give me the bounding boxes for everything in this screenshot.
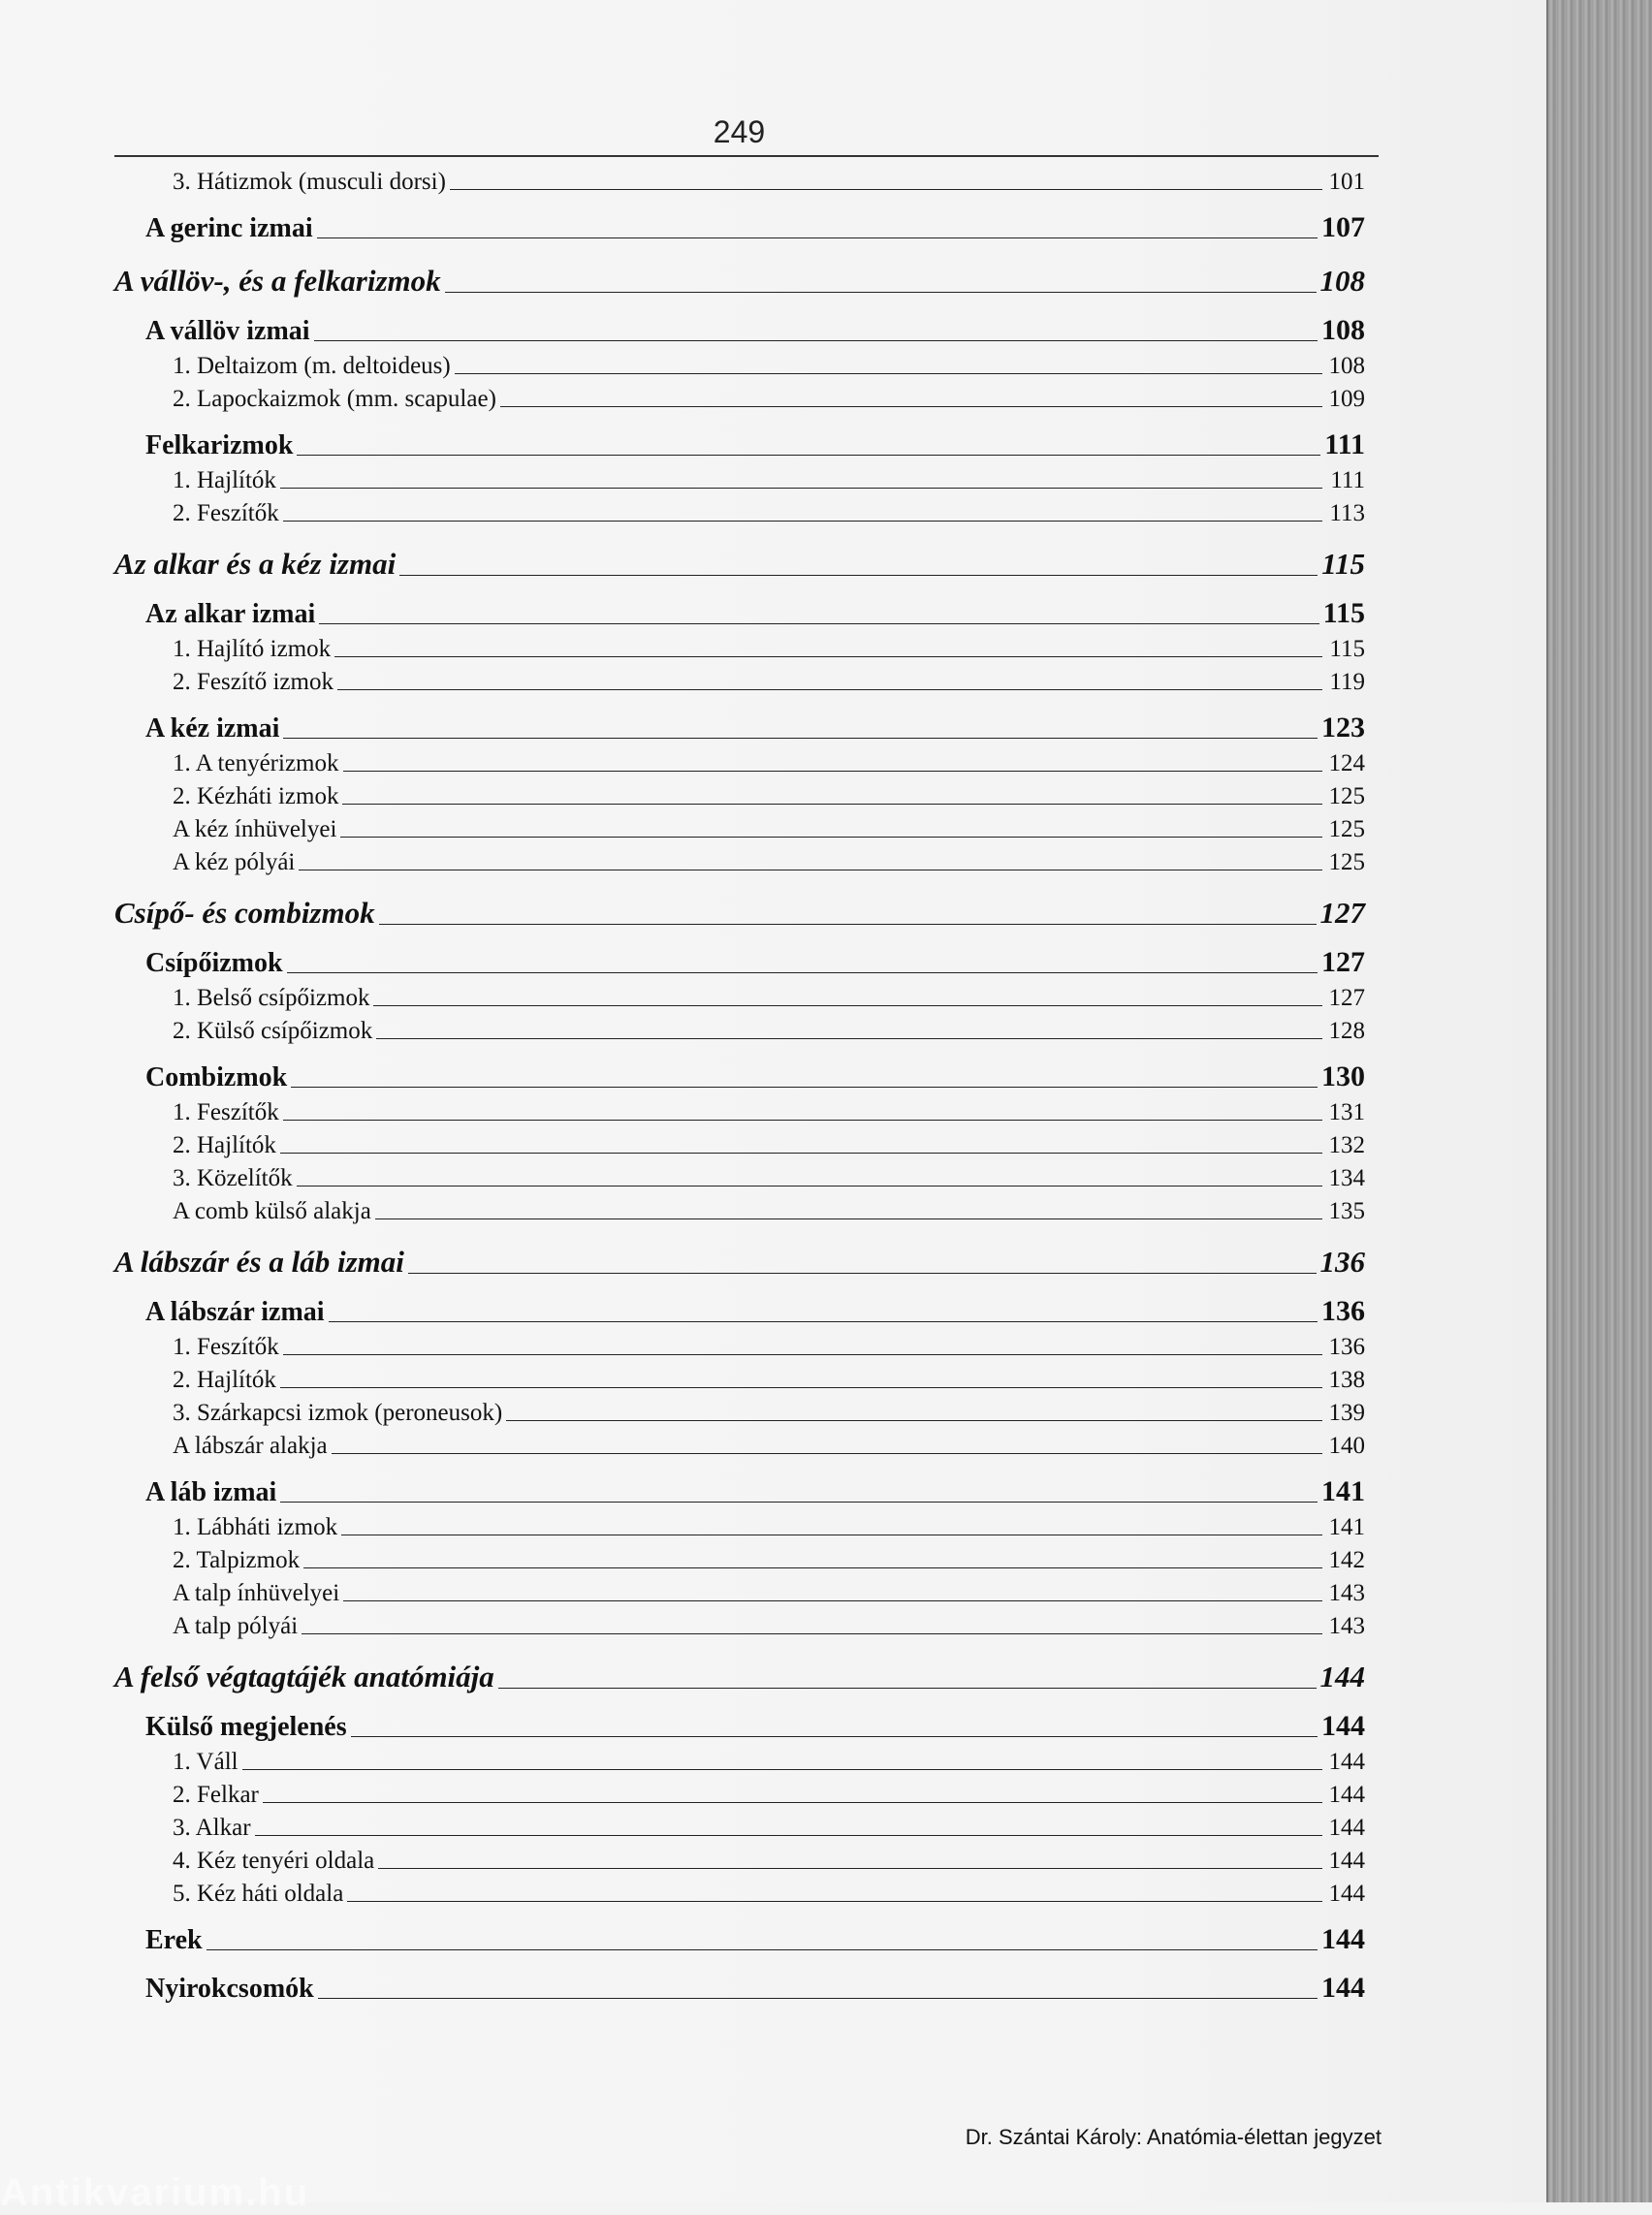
- toc-entry-title: 1. Deltaizom (m. deltoideus): [173, 353, 451, 379]
- toc-entry-title: Erek: [145, 1925, 203, 1955]
- toc-entry-title: 1. Hajlító izmok: [173, 636, 332, 662]
- toc-page-number: 144: [1328, 1848, 1365, 1874]
- toc-item-row: [114, 380, 1365, 413]
- toc-entry-title: Csípőizmok: [145, 948, 283, 978]
- toc-entry-title: 2. Felkar: [173, 1782, 259, 1808]
- toc-entry-title: A vállöv izmai: [145, 316, 310, 346]
- toc-entry-title: A vállöv-, és a felkarizmok: [114, 264, 441, 298]
- toc-chapter-row: [114, 1235, 1365, 1280]
- toc-leader-line: [283, 1353, 1322, 1355]
- toc-leader-line: [318, 1997, 1318, 1999]
- toc-item-row: [114, 663, 1365, 696]
- toc-page-number: 130: [1321, 1060, 1365, 1092]
- toc-page-number: 127: [1328, 985, 1365, 1011]
- book-page-edges: [1546, 0, 1652, 2202]
- toc-page-number: 144: [1328, 1815, 1365, 1841]
- toc-item-row: [114, 461, 1365, 494]
- toc-sub-row: [114, 206, 1365, 244]
- toc-page-number: 111: [1330, 467, 1365, 493]
- toc-item-row: [114, 1541, 1365, 1574]
- toc-entry-title: A talp pólyái: [173, 1613, 299, 1639]
- toc-chapter-row: [114, 537, 1365, 582]
- toc-entry-title: Combizmok: [145, 1062, 288, 1092]
- toc-entry-title: Felkarizmok: [145, 430, 294, 460]
- toc-entry-title: 1. Feszítők: [173, 1334, 279, 1360]
- toc-entry-title: 2. Hajlítók: [173, 1367, 276, 1393]
- toc-entry-title: 2. Hajlítók: [173, 1132, 276, 1158]
- toc-item-row: [114, 1192, 1365, 1225]
- toc-page-number: 136: [1321, 1295, 1365, 1327]
- toc-leader-line: [287, 971, 1318, 973]
- toc-page-number: 113: [1329, 500, 1365, 526]
- toc-entry-title: A kéz pólyái: [173, 849, 296, 875]
- toc-item-row: [114, 744, 1365, 777]
- toc-sub-row: [114, 1917, 1365, 1956]
- toc-page-number: 119: [1329, 669, 1365, 695]
- toc-entry-title: Nyirokcsomók: [145, 1974, 314, 2004]
- toc-item-row: [114, 1508, 1365, 1541]
- toc-page-number: 108: [1321, 314, 1365, 346]
- page-number: 249: [713, 114, 766, 149]
- toc-sub-row: [114, 1055, 1365, 1093]
- toc-entry-title: Külső megjelenés: [145, 1712, 347, 1742]
- toc-page-number: 144: [1321, 1972, 1365, 2004]
- toc-item-row: [114, 1574, 1365, 1607]
- toc-page-number: 115: [1322, 597, 1365, 629]
- toc-leader-line: [500, 405, 1322, 407]
- toc-leader-line: [314, 339, 1318, 341]
- footer-author-title: Dr. Szántai Károly: Anatómia-élettan jegyzet: [965, 2125, 1382, 2149]
- toc-leader-line: [280, 1152, 1322, 1154]
- toc-leader-line: [337, 688, 1322, 690]
- toc-entry-title: A láb izmai: [145, 1477, 277, 1507]
- toc-entry-title: 2. Talpizmok: [173, 1547, 301, 1573]
- toc-leader-line: [450, 188, 1322, 190]
- toc-entry-title: 2. Feszítők: [173, 500, 279, 526]
- toc-entry-title: 1. Lábháti izmok: [173, 1514, 338, 1540]
- toc-item-row: [114, 1126, 1365, 1159]
- toc-leader-line: [378, 1867, 1322, 1869]
- toc-item-row: [114, 1394, 1365, 1427]
- toc-leader-line: [506, 1419, 1322, 1421]
- toc-entry-title: 2. Külső csípőizmok: [173, 1018, 373, 1044]
- toc-item-row: [114, 1159, 1365, 1192]
- watermark: Antikvarium.hu: [0, 2171, 310, 2214]
- toc-leader-line: [280, 1501, 1318, 1503]
- toc-entry-title: 5. Kéz háti oldala: [173, 1881, 344, 1907]
- toc-leader-line: [343, 1599, 1322, 1601]
- toc-sub-row: [114, 706, 1365, 744]
- toc-item-row: [114, 843, 1365, 876]
- toc-page-number: 139: [1328, 1400, 1365, 1426]
- toc-entry-title: A gerinc izmai: [145, 213, 313, 243]
- toc-leader-line: [263, 1801, 1322, 1803]
- toc-leader-line: [317, 237, 1318, 238]
- toc-sub-row: [114, 1966, 1365, 2005]
- toc-leader-line: [299, 869, 1322, 870]
- toc-page-number: 141: [1328, 1514, 1365, 1540]
- header-rule: [114, 155, 1379, 157]
- toc-page-number: 115: [1321, 547, 1365, 581]
- toc-entry-title: 3. Alkar: [173, 1815, 251, 1841]
- toc-page-number: 132: [1328, 1132, 1365, 1158]
- toc-sub-row: [114, 1470, 1365, 1508]
- toc-leader-line: [297, 1185, 1322, 1187]
- toc-entry-title: 2. Lapockaizmok (mm. scapulae): [173, 386, 496, 412]
- toc-leader-line: [376, 1037, 1322, 1039]
- toc-page-number: 144: [1328, 1782, 1365, 1808]
- toc-leader-line: [242, 1768, 1322, 1770]
- toc-item-row: [114, 1743, 1365, 1776]
- toc-entry-title: Az alkar és a kéz izmai: [114, 547, 397, 581]
- toc-sub-row: [114, 1704, 1365, 1743]
- toc-item-row: [114, 1427, 1365, 1460]
- toc-sub-row: [114, 940, 1365, 979]
- toc-page-number: 144: [1328, 1881, 1365, 1907]
- toc-page-number: 138: [1328, 1367, 1365, 1393]
- toc-page-number: 136: [1319, 1245, 1365, 1279]
- toc-entry-title: A felső végtagtájék anatómiája: [114, 1660, 494, 1693]
- toc-page-number: 144: [1328, 1749, 1365, 1775]
- toc-entry-title: A kéz izmai: [145, 713, 280, 744]
- toc-item-row: [114, 163, 1365, 196]
- toc-entry-title: 2. Kézháti izmok: [173, 783, 339, 809]
- toc-sub-row: [114, 591, 1365, 630]
- toc-chapter-row: [114, 1650, 1365, 1694]
- toc-leader-line: [283, 737, 1318, 739]
- toc-leader-line: [341, 1534, 1322, 1535]
- toc-item-row: [114, 630, 1365, 663]
- toc-page-number: 109: [1328, 386, 1365, 412]
- toc-leader-line: [334, 655, 1322, 657]
- toc-entry-title: 4. Kéz tenyéri oldala: [173, 1848, 375, 1874]
- toc-leader-line: [373, 1004, 1322, 1006]
- toc-entry-title: 2. Feszítő izmok: [173, 669, 334, 695]
- toc-leader-line: [297, 454, 1320, 456]
- toc-item-row: [114, 1012, 1365, 1045]
- toc-leader-line: [280, 487, 1322, 489]
- toc-entry-title: 1. Feszítők: [173, 1099, 279, 1125]
- toc-entry-title: A kéz ínhüvelyei: [173, 816, 337, 842]
- toc-item-row: [114, 777, 1365, 810]
- toc-entry-title: 1. Belső csípőizmok: [173, 985, 370, 1011]
- toc-page-number: 125: [1328, 783, 1365, 809]
- toc-item-row: [114, 979, 1365, 1012]
- toc-page-number: 144: [1319, 1660, 1365, 1693]
- toc-leader-line: [283, 520, 1322, 522]
- toc-leader-line: [343, 770, 1323, 772]
- toc-page-number: 124: [1328, 750, 1365, 776]
- toc-entry-title: 1. Váll: [173, 1749, 238, 1775]
- toc-page-number: 140: [1328, 1433, 1365, 1459]
- toc-page-number: 125: [1328, 816, 1365, 842]
- toc-page-number: 134: [1328, 1165, 1365, 1191]
- toc-item-row: [114, 347, 1365, 380]
- toc-page-number: 141: [1321, 1475, 1365, 1507]
- toc-item-row: [114, 494, 1365, 527]
- toc-sub-row: [114, 423, 1365, 461]
- toc-leader-line: [408, 1272, 1317, 1274]
- toc-entry-title: A comb külső alakja: [173, 1198, 371, 1224]
- toc-leader-line: [379, 923, 1317, 925]
- toc-entry-title: 3. Szárkapcsi izmok (peroneusok): [173, 1400, 503, 1426]
- toc-page-number: 123: [1321, 712, 1365, 744]
- toc-entry-title: 1. Hajlítók: [173, 467, 276, 493]
- toc-leader-line: [375, 1218, 1322, 1219]
- toc-page-number: 127: [1321, 946, 1365, 978]
- toc-leader-line: [280, 1386, 1322, 1388]
- toc-leader-line: [283, 1119, 1322, 1121]
- toc-item-row: [114, 1842, 1365, 1875]
- toc-page-number: 144: [1321, 1710, 1365, 1742]
- toc-leader-line: [455, 372, 1322, 374]
- toc-page-number: 127: [1319, 896, 1365, 930]
- toc-leader-line: [206, 1948, 1318, 1950]
- toc-page-number: 128: [1328, 1018, 1365, 1044]
- toc-entry-title: A lábszár és a láb izmai: [114, 1245, 404, 1279]
- toc-entry-title: 1. A tenyérizmok: [173, 750, 339, 776]
- toc-entry-title: A lábszár alakja: [173, 1433, 328, 1459]
- toc-leader-line: [347, 1900, 1322, 1902]
- toc-leader-line: [303, 1566, 1322, 1568]
- toc-leader-line: [291, 1086, 1318, 1088]
- toc-item-row: [114, 1875, 1365, 1908]
- toc-leader-line: [342, 803, 1322, 805]
- toc-page-number: 143: [1328, 1580, 1365, 1606]
- toc-sub-row: [114, 308, 1365, 347]
- toc-page-number: 143: [1328, 1613, 1365, 1639]
- toc-entry-title: 3. Közelítők: [173, 1165, 293, 1191]
- table-of-contents: [114, 163, 1365, 2005]
- toc-page-number: 115: [1329, 636, 1365, 662]
- toc-item-row: [114, 1361, 1365, 1394]
- toc-page-number: 125: [1328, 849, 1365, 875]
- toc-page-number: 111: [1324, 428, 1365, 460]
- toc-leader-line: [319, 622, 1318, 624]
- toc-leader-line: [498, 1687, 1317, 1689]
- toc-leader-line: [302, 1632, 1322, 1634]
- toc-item-row: [114, 1776, 1365, 1809]
- toc-entry-title: 3. Hátizmok (musculi dorsi): [173, 169, 446, 195]
- toc-page-number: 131: [1328, 1099, 1365, 1125]
- toc-page-number: 101: [1328, 169, 1365, 195]
- toc-leader-line: [340, 836, 1322, 838]
- toc-item-row: [114, 1093, 1365, 1126]
- toc-chapter-row: [114, 886, 1365, 931]
- toc-item-row: [114, 1809, 1365, 1842]
- toc-entry-title: A talp ínhüvelyei: [173, 1580, 340, 1606]
- toc-page-number: 144: [1321, 1923, 1365, 1955]
- toc-chapter-row: [114, 254, 1365, 299]
- toc-leader-line: [445, 291, 1317, 293]
- toc-page-number: 107: [1321, 211, 1365, 243]
- toc-leader-line: [329, 1320, 1318, 1322]
- toc-item-row: [114, 1328, 1365, 1361]
- toc-leader-line: [332, 1452, 1322, 1454]
- toc-page-number: 108: [1319, 264, 1365, 298]
- toc-sub-row: [114, 1289, 1365, 1328]
- toc-leader-line: [351, 1735, 1318, 1737]
- toc-page-number: 142: [1328, 1547, 1365, 1573]
- toc-page-number: 108: [1328, 353, 1365, 379]
- toc-leader-line: [255, 1834, 1322, 1836]
- toc-entry-title: A lábszár izmai: [145, 1297, 325, 1327]
- toc-entry-title: Csípő- és combizmok: [114, 896, 375, 930]
- toc-leader-line: [399, 574, 1318, 576]
- toc-page-number: 135: [1328, 1198, 1365, 1224]
- toc-entry-title: Az alkar izmai: [145, 599, 316, 629]
- toc-page-number: 136: [1328, 1334, 1365, 1360]
- toc-item-row: [114, 810, 1365, 843]
- toc-item-row: [114, 1607, 1365, 1640]
